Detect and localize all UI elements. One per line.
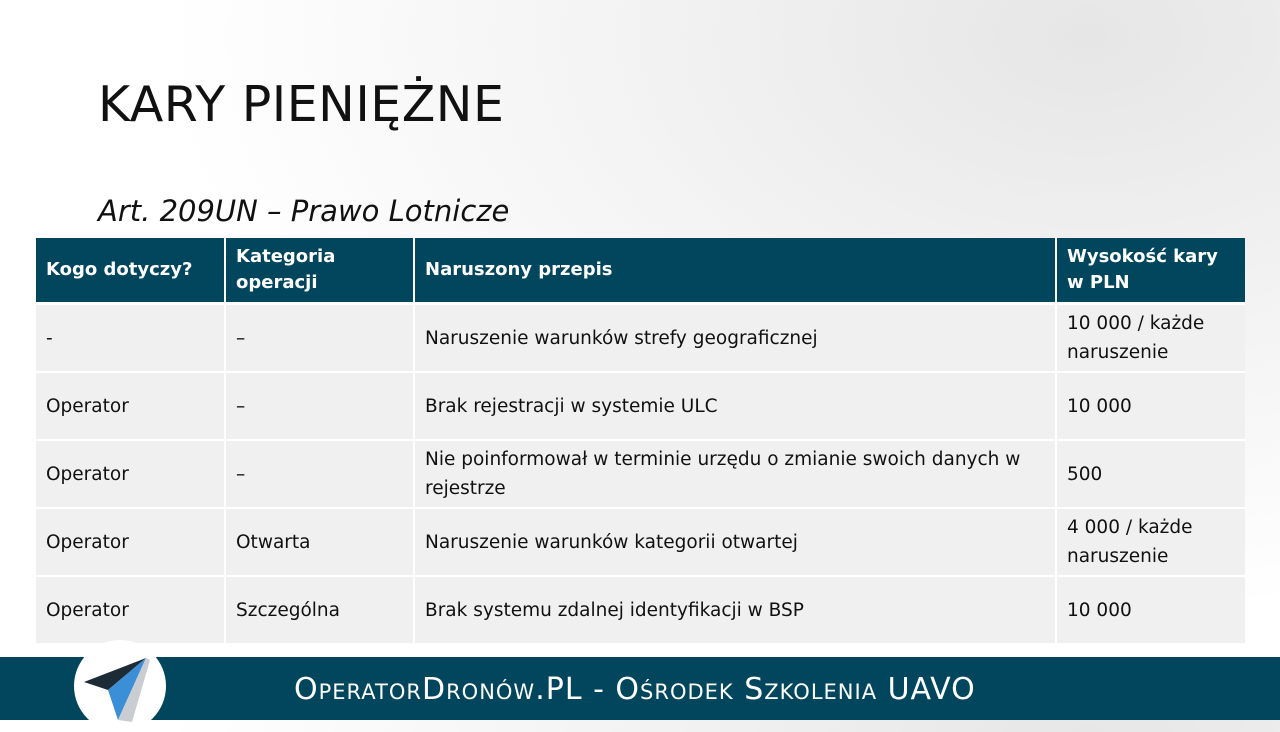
paper-plane-arrow-icon bbox=[74, 640, 166, 732]
cell-violated-rule: Nie poinformował w terminie urzędu o zmianie swoich danych w rejestrze bbox=[414, 440, 1056, 508]
cell-who: Operator bbox=[36, 372, 225, 440]
cell-category: Szczególna bbox=[225, 576, 414, 644]
table-row bbox=[36, 508, 1245, 576]
cell-who: Operator bbox=[36, 440, 225, 508]
cell-violated-rule: Brak systemu zdalnej identyfikacji w BSP bbox=[414, 576, 1056, 644]
slide-title: KARY PIENIĘŻNE bbox=[98, 76, 505, 133]
logo bbox=[74, 640, 166, 732]
table-header-row bbox=[36, 238, 1245, 304]
cell-who: Operator bbox=[36, 508, 225, 576]
table-row bbox=[36, 372, 1245, 440]
cell-category: Otwarta bbox=[225, 508, 414, 576]
cell-penalty-amount: 10 000 bbox=[1056, 372, 1245, 440]
header-violated-rule: Naruszony przepis bbox=[414, 238, 1056, 304]
table-row bbox=[36, 440, 1245, 508]
cell-penalty-amount: 10 000 bbox=[1056, 576, 1245, 644]
footer-text: OperatorDronów.PL - Ośrodek Szkolenia UAVO bbox=[294, 672, 976, 707]
header-who: Kogo dotyczy? bbox=[36, 238, 225, 304]
header-category: Kategoria operacji bbox=[225, 238, 414, 304]
header-penalty-amount: Wysokość kary w PLN bbox=[1056, 238, 1245, 304]
cell-category: – bbox=[225, 440, 414, 508]
slide-subtitle: Art. 209UN – Prawo Lotnicze bbox=[98, 194, 510, 228]
table-row bbox=[36, 576, 1245, 644]
cell-category: – bbox=[225, 372, 414, 440]
penalty-table bbox=[36, 238, 1245, 645]
cell-category: – bbox=[225, 304, 414, 373]
cell-penalty-amount: 500 bbox=[1056, 440, 1245, 508]
cell-violated-rule: Naruszenie warunków strefy geograficznej bbox=[414, 304, 1056, 373]
cell-who: - bbox=[36, 304, 225, 373]
cell-who: Operator bbox=[36, 576, 225, 644]
cell-penalty-amount: 10 000 / każde naruszenie bbox=[1056, 304, 1245, 373]
cell-penalty-amount: 4 000 / każde naruszenie bbox=[1056, 508, 1245, 576]
cell-violated-rule: Brak rejestracji w systemie ULC bbox=[414, 372, 1056, 440]
cell-violated-rule: Naruszenie warunków kategorii otwartej bbox=[414, 508, 1056, 576]
table-row bbox=[36, 304, 1245, 373]
